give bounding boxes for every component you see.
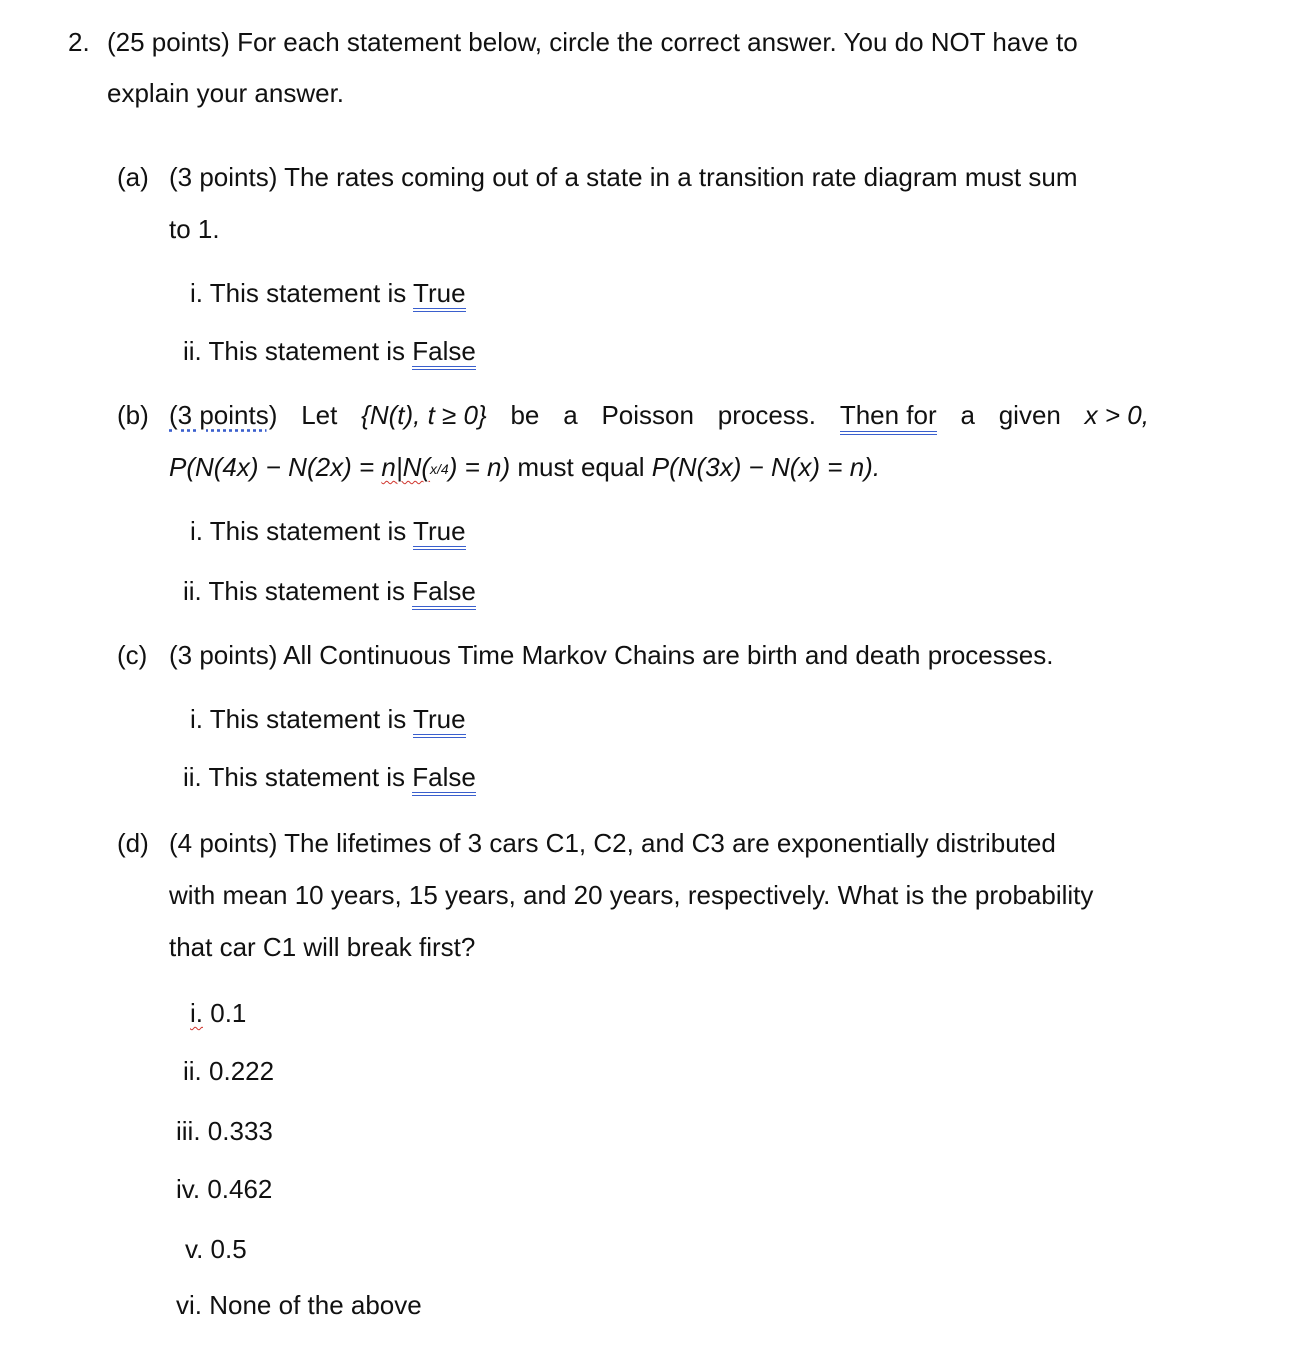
- option-value: 0.333: [207, 1116, 273, 1146]
- part-c-label: (c): [117, 640, 148, 670]
- option-number: iv.: [176, 1174, 201, 1204]
- question-intro-line1: (25 points) For each statement below, circle the correct answer. You do NOT have to: [107, 27, 1078, 57]
- part-a-line2: to 1.: [169, 214, 220, 244]
- part-b-then-for: Then for: [840, 399, 937, 435]
- option-number: i.: [190, 998, 203, 1028]
- part-d-option-3[interactable]: [176, 1115, 273, 1147]
- part-b-must-equal: must equal: [510, 452, 652, 482]
- part-d-option-6[interactable]: [176, 1289, 422, 1321]
- part-b-condition: x > 0,: [1084, 400, 1149, 430]
- part-d-label: (d): [117, 828, 149, 858]
- part-b-set: {N(t), t ≥ 0}: [361, 400, 487, 430]
- option-value: 0.462: [207, 1174, 273, 1204]
- option-number: ii.: [183, 576, 202, 606]
- part-b-let: Let: [301, 400, 338, 430]
- option-text: This statement is: [209, 704, 414, 734]
- part-b-process: process.: [717, 400, 817, 430]
- question-number: 2.: [68, 27, 90, 57]
- part-b-a2: a: [960, 400, 975, 430]
- part-d-line1: (4 points) The lifetimes of 3 cars C1, C2, and C3 are exponentially distributed: [169, 828, 1056, 858]
- option-text: This statement is: [209, 278, 414, 308]
- part-b-label: (b): [117, 400, 149, 430]
- option-text: This statement is: [208, 576, 413, 606]
- option-value: 0.1: [210, 998, 247, 1028]
- option-number: i.: [190, 278, 203, 308]
- part-b-given: given: [998, 400, 1061, 430]
- part-b-option-false[interactable]: [183, 575, 476, 607]
- part-a-option-false[interactable]: [183, 335, 476, 367]
- option-true-word: True: [413, 516, 466, 550]
- part-b-be: be: [510, 400, 540, 430]
- part-b-expr-n: n: [381, 452, 396, 482]
- option-false-word: False: [412, 762, 476, 796]
- option-true-word: True: [413, 278, 466, 312]
- option-number: ii.: [183, 762, 202, 792]
- part-d-option-4[interactable]: [176, 1173, 272, 1205]
- option-false-word: False: [412, 576, 476, 610]
- part-d-line3: that car C1 will break first?: [169, 932, 476, 962]
- part-b-a: a: [563, 400, 578, 430]
- option-true-word: True: [413, 704, 466, 738]
- part-b-line1: [169, 399, 1149, 435]
- option-number: ii.: [183, 336, 202, 366]
- option-number: iii.: [176, 1116, 201, 1146]
- part-b-expr-end: P(N(3x) − N(x) = n).: [651, 452, 881, 482]
- part-b-expr-frac: x/4: [430, 461, 449, 478]
- part-b-expr-start: P(N(4x) − N(2x) =: [169, 452, 382, 482]
- part-b-poisson: Poisson: [601, 400, 694, 430]
- part-a-line1: (3 points) The rates coming out of a state in a transition rate diagram must sum: [169, 162, 1078, 192]
- part-c-line1: (3 points) All Continuous Time Markov Chains are birth and death processes.: [169, 640, 1054, 670]
- part-d-option-2[interactable]: [183, 1055, 274, 1087]
- part-b-line2: [169, 451, 880, 483]
- option-number: i.: [190, 704, 203, 734]
- part-c-option-false[interactable]: [183, 761, 476, 793]
- part-a-label: (a): [117, 162, 149, 192]
- part-d-line2: with mean 10 years, 15 years, and 20 years, respectively. What is the probability: [169, 880, 1094, 910]
- option-number: ii.: [183, 1056, 202, 1086]
- option-number: v.: [185, 1234, 204, 1264]
- option-false-word: False: [412, 336, 476, 370]
- part-a-option-true[interactable]: [190, 277, 466, 309]
- option-number: vi.: [176, 1290, 202, 1320]
- option-text: This statement is: [208, 336, 413, 366]
- part-b-option-true[interactable]: [190, 515, 466, 547]
- option-value: None of the above: [209, 1290, 422, 1320]
- option-text: This statement is: [208, 762, 413, 792]
- part-c-option-true[interactable]: [190, 703, 466, 735]
- part-d-option-5[interactable]: [185, 1233, 247, 1265]
- option-value: 0.222: [209, 1056, 275, 1086]
- option-number: i.: [190, 516, 203, 546]
- option-value: 0.5: [210, 1234, 247, 1264]
- part-b-expr-mid: ) = n): [448, 452, 511, 482]
- option-text: This statement is: [209, 516, 414, 546]
- part-b-expr-bar: |N(: [395, 452, 431, 482]
- part-b-points: (3 points): [169, 400, 278, 430]
- part-d-option-1[interactable]: [190, 997, 246, 1029]
- question-intro-line2: explain your answer.: [107, 78, 345, 108]
